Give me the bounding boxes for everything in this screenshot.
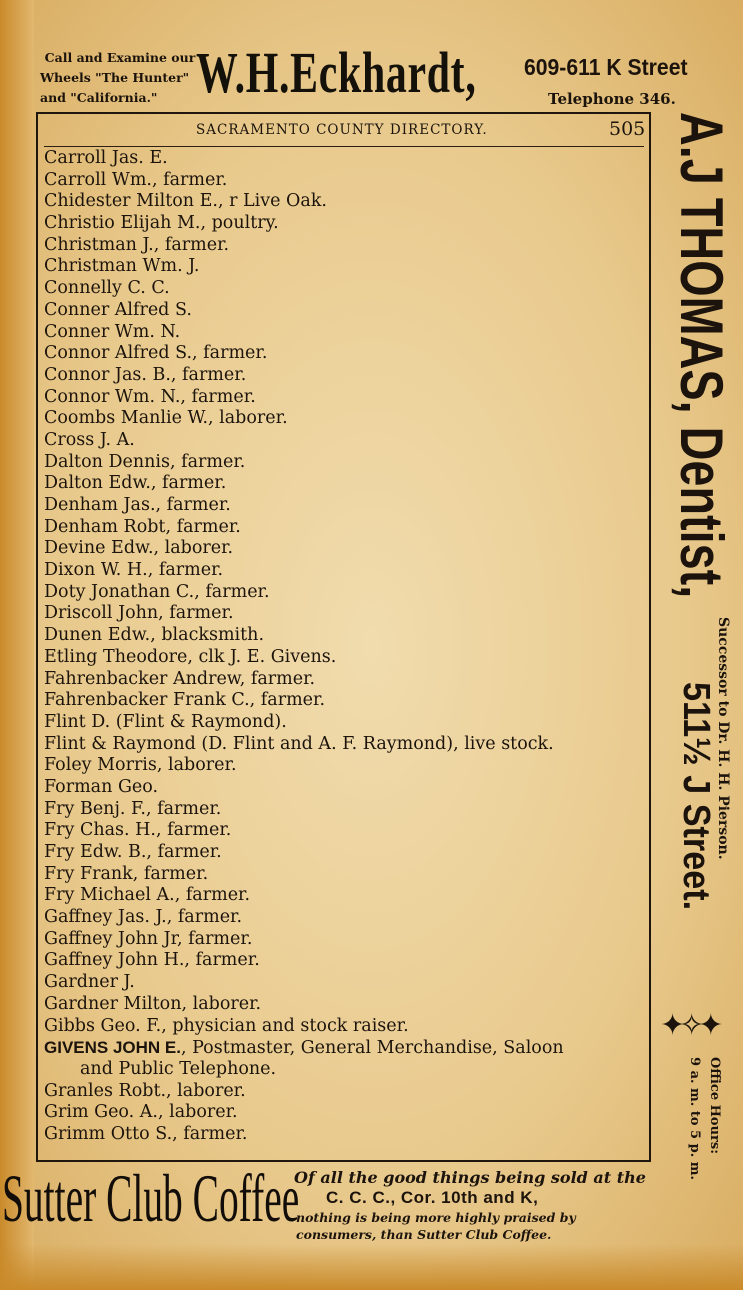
side-ad-name xyxy=(668,112,735,612)
list-item: Granles Robt., laborer. xyxy=(44,1080,246,1101)
list-item: Conner Wm. N. xyxy=(44,321,181,342)
list-item: Gaffney John Jr, farmer. xyxy=(44,928,253,949)
header-brand: W.H.Eckhardt, xyxy=(196,40,477,105)
header-address: 609-611 K Street xyxy=(524,54,688,80)
list-item: Connor Jas. B., farmer. xyxy=(44,364,247,385)
list-item: Dalton Edw., farmer. xyxy=(44,473,227,494)
list-item: Flint D. (Flint & Raymond). xyxy=(44,711,287,732)
list-item: Gardner J. xyxy=(44,972,135,993)
list-item: Denham Jas., farmer. xyxy=(44,495,231,515)
side-ad-hours: 9 a. m. to 5 p. m. xyxy=(687,1057,702,1181)
list-item: Gardner Milton, laborer. xyxy=(44,993,262,1014)
footer-ad-line1: Of all the good things being sold at the xyxy=(294,1168,646,1187)
list-item: Fry Michael A., farmer. xyxy=(44,885,251,906)
list-item: Grim Geo. A., laborer. xyxy=(44,1102,238,1123)
side-ad-street-text: 511½ J Street. xyxy=(675,682,717,911)
list-item: Carroll Wm., farmer. xyxy=(44,169,228,190)
side-ad-hours-title: Office Hours: xyxy=(707,1057,722,1155)
list-item: Fry Chas. H., farmer. xyxy=(44,820,232,841)
list-item: Gibbs Geo. F., physician and stock raiser. xyxy=(44,1015,409,1036)
list-item-continuation xyxy=(44,1059,644,1081)
list-item: Fahrenbacker Frank C., farmer. xyxy=(44,690,326,711)
directory-list xyxy=(44,148,644,1146)
list-item: Dunen Edw., blacksmith. xyxy=(44,625,265,646)
list-item: Connelly C. C. xyxy=(44,278,170,299)
list-item: Conner Alfred S. xyxy=(44,299,192,320)
footer-ad-line2: C. C. C., Cor. 10th and K, xyxy=(326,1188,539,1207)
footer-ad-line4: consumers, than Sutter Club Coffee. xyxy=(296,1227,552,1242)
list-item: Fahrenbacker Andrew, farmer. xyxy=(44,668,316,689)
header-left-line2: Wheels "The Hunter" xyxy=(40,70,190,85)
header-telephone: Telephone 346. xyxy=(548,90,676,108)
header-left-line3: and "California." xyxy=(40,90,158,105)
list-item: Devine Edw., laborer. xyxy=(44,538,234,559)
side-ad-name-text: A.J THOMAS, Dentist, xyxy=(668,112,735,599)
page-edge-shadow xyxy=(0,0,34,1290)
footer-ad-line3: nothing is being more highly praised by xyxy=(296,1210,576,1225)
list-item: Fry Benj. F., farmer. xyxy=(44,798,222,819)
list-item: Flint & Raymond (D. Flint and A. F. Raymond), live stock. xyxy=(44,733,554,754)
list-item: Christman Wm. J. xyxy=(44,256,200,277)
header-left-ad xyxy=(40,48,200,108)
list-item: Gaffney John H., farmer. xyxy=(44,950,260,971)
footer-ad-brand: Sutter Club Coffee xyxy=(2,1160,300,1236)
list-item: Coombs Manlie W., laborer. xyxy=(44,408,288,429)
list-item: Forman Geo. xyxy=(44,776,159,797)
list-item: Christman J., farmer. xyxy=(44,234,230,255)
list-item: Foley Morris, laborer. xyxy=(44,755,237,776)
list-item: Grimm Otto S., farmer. xyxy=(44,1123,248,1144)
ornament-icon: ✦✧✦ xyxy=(660,1008,718,1043)
side-ad xyxy=(650,112,743,1212)
list-item: Fry Edw. B., farmer. xyxy=(44,842,222,862)
side-ad-successor: Successor to Dr. H. H. Pierson. xyxy=(715,617,731,860)
list-item: Dalton Dennis, farmer. xyxy=(44,451,246,472)
list-item: Dixon W. H., farmer. xyxy=(44,560,224,581)
running-head: SACRAMENTO COUNTY DIRECTORY. xyxy=(196,122,488,138)
page-number: 505 xyxy=(609,118,646,140)
header-rule xyxy=(44,146,644,147)
frame-top-rule xyxy=(36,112,650,114)
givens-name: GIVENS JOHN E. xyxy=(44,1038,181,1058)
list-item: Chidester Milton E., r Live Oak. xyxy=(44,191,327,212)
list-item: Doty Jonathan C., farmer. xyxy=(44,581,270,602)
list-item: Carroll Jas. E. xyxy=(44,148,168,168)
frame-left-rule xyxy=(36,112,38,1162)
list-item: Cross J. A. xyxy=(44,429,135,450)
side-ad-street xyxy=(676,682,716,936)
givens-continuation: and Public Telephone. xyxy=(80,1058,277,1079)
list-item: Gaffney Jas. J., farmer. xyxy=(44,907,243,928)
givens-details: , Postmaster, General Merchandise, Saloon xyxy=(180,1038,564,1059)
list-item: Connor Wm. N., farmer. xyxy=(44,386,256,407)
header-left-line1: Call and Examine our xyxy=(44,50,196,65)
list-item-givens xyxy=(44,1037,644,1059)
list-item: Christio Elijah M., poultry. xyxy=(44,213,279,234)
list-item: Driscoll John, farmer. xyxy=(44,603,234,624)
page-bottom-shadow xyxy=(0,1244,743,1290)
list-item: Connor Alfred S., farmer. xyxy=(44,343,268,364)
list-item: Etling Theodore, clk J. E. Givens. xyxy=(44,646,337,667)
list-item: Denham Robt, farmer. xyxy=(44,516,241,537)
list-item: Fry Frank, farmer. xyxy=(44,863,209,884)
